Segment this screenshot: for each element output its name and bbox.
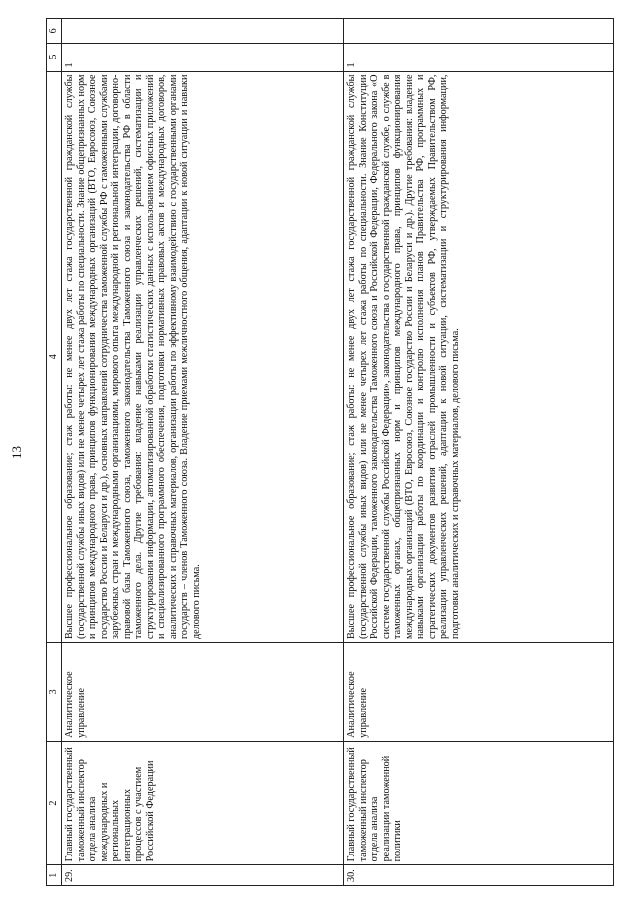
column-header-1: 1 [47, 865, 62, 886]
column-6-value [62, 19, 344, 44]
column-header-6: 6 [47, 19, 62, 44]
column-header-5: 5 [47, 43, 62, 71]
table-row [344, 19, 614, 886]
staff-count: 1 [62, 43, 344, 71]
position-title: Главный государственный таможенный инспектор отдела анализа реализации таможенной политики [344, 741, 614, 865]
column-header-3: 3 [47, 643, 62, 742]
qualification-requirements: Высшее профессиональное образование; стаж работы: не менее двух лет стажа государственной гражданской службы (государственной службы иных видов) или не менее четырех лет стажа работы по специальности. Знание общепризнанных норм и принципов международного права, принципов функционирования международных организаций (ВТО, Евросоюз, Союзное государство России и Беларуси и др.), основных направлений сотрудничества таможенной службы РФ с таможенными службами зарубежных стран и международными организациями, мирового опыта международной и региональной интеграции, договорно-правовой базы Таможенного союза, таможенного законодательства Таможенного союза и законодательства РФ в области таможенного дела. Другие требования: владение навыками реализации управленческих решений, систематизации и структурирования информации, автоматизированной обработки статистических данных с использованием офисных приложений и специализированного программного обеспечения, подготовки нормативных правовых актов и международных договоров, аналитических и справочных материалов, организации работы по эффективному взаимодействию с государственными органами государств – членов Таможенного союза. Владение приемами межличностного общения, адаптации к новой ситуации и навыки делового письма. [62, 71, 344, 642]
page-number: 13 [9, 446, 24, 459]
column-number-row [47, 19, 62, 886]
row-number: 29. [62, 865, 344, 886]
table-row [62, 19, 344, 886]
department: Аналитическое управление [62, 643, 344, 742]
position-title: Главный государственный таможенный инспектор отдела анализа международных и региональных интеграционных процессов с участием Российской Федерации [62, 741, 344, 865]
column-header-4: 4 [47, 71, 62, 642]
column-header-2: 2 [47, 741, 62, 865]
row-number: 30. [344, 865, 614, 886]
positions-table [46, 18, 614, 886]
column-6-value [344, 19, 614, 44]
department: Аналитическое управление [344, 643, 614, 742]
qualification-requirements: Высшее профессиональное образование; стаж работы: не менее двух лет стажа государственной гражданской службы (государственной службы иных видов) или не менее четырех лет стажа работы по специальности. Знание Конституции Российской Федерации, таможенного законодательства Таможенного союза и Российской Федерации, Федерального закона «О системе государственной службы Российской Федерации», законодательства о государственной гражданской службе, о службе в таможенных органах, общепризнанных норм и принципов международного права, принципов функционирования международных организаций (ВТО, Евросоюз, Союзное государство России и Беларуси и др.). Другие требования: владение навыками организации работы по координации и контролю исполнения планов Правительства РФ, программных и стратегических документов развития отраслей промышленности и субъектов РФ, утверждаемых Правительством РФ, реализации управленческих решений, адаптации к новой ситуации, систематизации и структурирования информации, подготовки аналитических и справочных материалов, делового письма. [344, 71, 614, 642]
staff-count: 1 [344, 43, 614, 71]
